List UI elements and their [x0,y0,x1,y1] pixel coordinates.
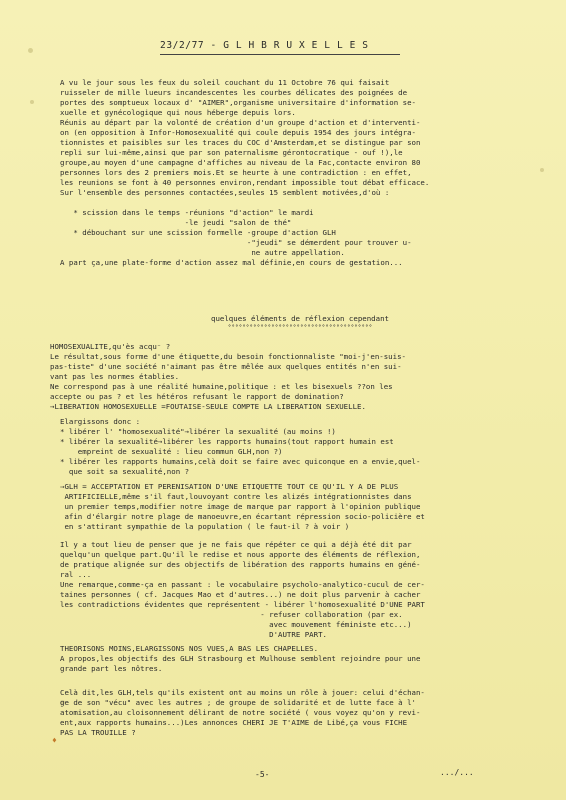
page-number: -5- [255,770,270,779]
header-title: 23/2/77 - G L H B R U X E L L E S [160,40,369,51]
theorisons-paragraph: THEORISONS MOINS,ELARGISSONS NOS VUES,A BAS LES CHAPELLES. A propos,les objectifs des GLH Strasbourg et Mulhouse semblent rejoindre pour une grande part les nôtres. [60,644,421,673]
punch-hole [30,100,34,104]
header-underline [160,52,400,55]
section-subtitle: quelques éléments de réflexion cependant [211,314,389,323]
continued-marker: .../... [440,768,474,777]
document-header [160,40,420,55]
reflection-paragraph: Il y a tout lieu de penser que je ne fais que répéter ce qui a déjà été dit par quelqu'un quelque part.Qu'il le redise et nous apporte des éléments de réflexion, de pratique alignée sur des objectifs de libération des rapports humains en géné- ral ... Une remarque,comme-ça en passant : le vocabulaire psycholo-analytico-cucul de cer- taines personnes ( cf. Jacques Mao et d'autres...) ne doit plus parvenir à cacher les contradictions évidentes que représentent - libérer l'homosexualité D'UNE PART - refuser collaboration (par ex. avec mouvement féministe etc...) D'AUTRE PART. [60,540,425,639]
elargissons-list: Elargissons donc : * libérer l' "homosexualité"→libérer la sexualité (au moins !) * libérer la sexualité→libérer les rapports humains(tout rapport humain est empreint de sexualité : lieu commun GLH,non ?) * libérer les rapports humains,celà doit se faire avec quiconque en a envie,quel- que soit sa sexualité,non ? [60,417,421,476]
glh-acceptation-paragraph: ⇒GLH = ACCEPTATION ET PERENISATION D'UNE ETIQUETTE TOUT CE QU'IL Y A DE PLUS ARTIFICIELLE,même s'il faut,louvoyant contre les alizés intégrationnistes dans un premier temps,modifier notre image de marque par rapport à l'opinion publique afin d'élargir notre plage de manoeuvre,en écartant répression socio-policière et en s'attirant sympathie de la population ( le faut-il ? à voir ) [60,482,425,531]
intro-paragraph: A vu le jour sous les feux du soleil couchant du 11 Octobre 76 qui faisait ruisseler de mille lueurs incandescentes les courbes délicates des poignées de portes des somptueux locaux d' "AIMER",organisme universitaire d'information se- xuelle et gynécologique qui nous héberge depuis lors. Réunis au départ par la volonté de création d'un groupe d'action et d'interventi- on (en opposition à Infor-Homosexualité qui coule depuis 1954 des jours intégra- tionnistes et paisibles sur les traces du COC d'Amsterdam,et se distingue par son repli sur lui-même,ainsi que par son paternalisme gérontocratique - ouf !),le groupe,au moyen d'une campagne d'affiches au niveau de la Fac,contacte environ 80 personnes lors des 2 premiers mois.Et se heurte à une contradiction : en effet, les reunions se font à 40 personnes environ,rendant impossible tout débat efficace. Sur l'ensemble des personnes contactées,seules 15 semblent motivées,d'où : [60,78,430,197]
homosexualite-paragraph: HOMOSEXUALITE,qu'ès acqu⁻ ? Le résultat,sous forme d'une étiquette,du besoin fonctionnaliste "moi-j'en-suis- pas-tiste" d'une société n'aimant pas être mêlée aux quelques entités n'en sui- vant pas les normes établies. Ne correspond pas à une réalité humaine,politique : et les bisexuels ??on les accepte ou pas ? et les hétéros refusant le rapport de domination? →LIBERATION HOMOSEXUELLE =FOUTAISE-SEULE COMPTE LA LIBERATION SEXUELLE. [50,342,406,411]
scission-list: * scission dans le temps -réunions "d'action" le mardi -le jeudi "salon de thé" * débouchant sur une scission formelle -groupe d'action GLH -"jeudi" se démerdent pour trouver u- ne autre appellation. A part ça,une plate-forme d'action assez mal définie,en cours de gestation... [60,208,412,267]
subtitle-rule: °°°°°°°°°°°°°°°°°°°°°°°°°°°°°°°°°°°°°°°° [227,324,373,331]
punch-hole [28,48,33,53]
margin-mark: ♦ [52,736,57,745]
punch-hole [540,168,544,172]
conclusion-paragraph: Celà dit,les GLH,tels qu'ils existent ont au moins un rôle à jouer: celui d'échan- ge de son "vécu" avec les autres ; de groupe de solidarité et de lutte face à l' atomisation,au cloisonnement délirant de notre société ( vous voyez qu'on y revi- ent,aux rapports humains...)Les annonces CHERI JE T'AIME de Libé,ça vous FICHE PAS LA TROUILLE ? [60,688,425,737]
